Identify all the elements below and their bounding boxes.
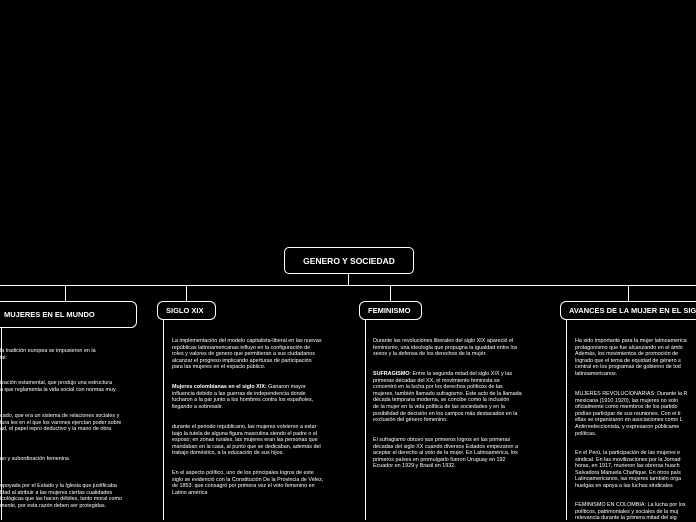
feminismo-note-3: El sufragismo obtuvo sus primeros logros en las primeras décadas del siglo XX cuando diversos Estados empezaron a aceptar el derecho al voto de la mujer. En Latinoamérica, los primeros países en promulgarlo fueron Uruguay en 192 Ecuador en 1929 y Brasil en 1932. (373, 437, 519, 470)
avances-note-2: MUJERES REVOLUCIONARIAS: Durante la R mexicana (1910 1920), las mujeres no solo oficialmente como miembros de los partido podían participar de sus reuniones. Con el ti ellas se organizaron en asociaciones como L Antirreeleccionista, y expresaron públicame políticas. (575, 391, 688, 437)
mundo-note-4: no y subordinación femenina (0, 456, 69, 462)
avances-connector (628, 285, 629, 301)
root-connector (348, 274, 349, 285)
siglo-note-2: Mujeres colombianas en el siglo XIX: Ganaron mayor influencia debido a las guerras de independencia donde lucharon a la par junto a los hombres contra los españoles, llegando a sobresalir. (172, 384, 314, 410)
siglo-note-2-tail: Ganaron mayor (266, 384, 306, 390)
feminismo-note-1: Durante las revoluciones liberales del siglo XIX apareció el feminismo, una ideología que propugna la igualdad entre los sexos y la defensa de los derechos de la mujer. (373, 338, 518, 358)
mundo-note-2: ización estamental, que produjo una estructura a que reglamenta la vida social con normas muy (0, 380, 116, 393)
siglo-leader (163, 320, 164, 520)
branch-avances[interactable]: AVANCES DE LA MUJER EN EL SIG (560, 301, 696, 320)
mundo-connector (65, 285, 66, 301)
siglo-note-3: durante el periodo republicano, las mujeres volvieron a estar bajo la tutela de alguna figura masculina siendo el padre o el esposo; en zonas rurales, las mujeres eran las personas que mandaban en la casa, al punto que se dedicaban, además del trabajo doméstico, a la educación de sus hijos. (172, 424, 321, 457)
feminismo-connector (390, 285, 391, 301)
branch-feminismo[interactable]: FEMINISMO (359, 301, 422, 320)
avances-note-1: Ha sido importante para la mujer latinoamerica protagonismo que fue alcanzando en el ámbi Además, los movimientos de promoción de logrado que el tema de equidad de género s central en los programas de gobierno de tod latinoamericanos. (575, 338, 687, 377)
avances-leader (566, 320, 567, 520)
branch-mujeres-en-el-mundo[interactable]: MUJERES EN EL MUNDO (0, 301, 137, 328)
branch-siglo-xix[interactable]: SIGLO XIX (157, 301, 216, 320)
branch-bus (0, 285, 696, 286)
feminismo-note-2: SUFRAGISMO: Entre la segunda mitad del siglo XIX y las primeras décadas del XX, el movimiento feminista se concentró en la lucha por los derechos políticos de las mujeres, también llamado sufragismo. Este acto de la llamada década temprana moderna, se concibe como la inclusión de la mujer en la vida política de las sociedades y en la posibilidad de decisión en los campos más destacados en la exclusión del género femenino. (373, 371, 522, 424)
feminismo-leader (365, 320, 366, 520)
avances-note-3: En el Perú, la participación de las mujeres e sindical. En las movilizaciones por la Jornad horas, en 1917, murieron las obreras huach Salvadora Manuela Chañique. En otros país Latinoamericanos, las mujeres también orga huelgas en apoya a las luchas sindicales (575, 450, 682, 489)
siglo-note-1: La implementación del modelo capitalista-liberal en las nuevas repúblicas latinoamericanas influyo en la configuración de roles y valores de genero que permitieran a sus ciudadanos alcanzar el progreso implicando aperturas de participación para las mujeres en el espacio público. (172, 338, 322, 371)
root-topic[interactable]: GENERO Y SOCIEDAD (284, 247, 414, 274)
feminismo-note-2-tail: : Entre la segunda mitad del siglo XIX y las (409, 371, 513, 377)
siglo-connector (186, 285, 187, 301)
mundo-note-5: opoyada por el Estado y la Iglesia que justificaba ldad al atribuir a las mujeres ciertas cualidades icológicas que las hacen débiles, tanto moral como mente, por esta razón deben ser protegidas. (0, 483, 122, 509)
mundo-note-3: cado, que era un sistema de relaciones sociales y tura les en el que los varones ejercían poder sobre ad, el papel repro deductivo y la mano de obra (0, 413, 122, 433)
mundo-note-1: la tradición europea se impusieron en la ial: (0, 348, 96, 361)
avances-note-4: FEMINISMO EN COLOMBIA: La lucha por los políticos, patrimoniales y sociales de la muj relevancia durante la primera mitad del sig (575, 502, 686, 522)
siglo-note-4: En el aspecto político, uno de los principales logros de este siglo se evidenció con la Constitución De la Provincia de Vélez, de 1853. que consagró por primera vez el voto femenino en Latino américa (172, 470, 324, 496)
